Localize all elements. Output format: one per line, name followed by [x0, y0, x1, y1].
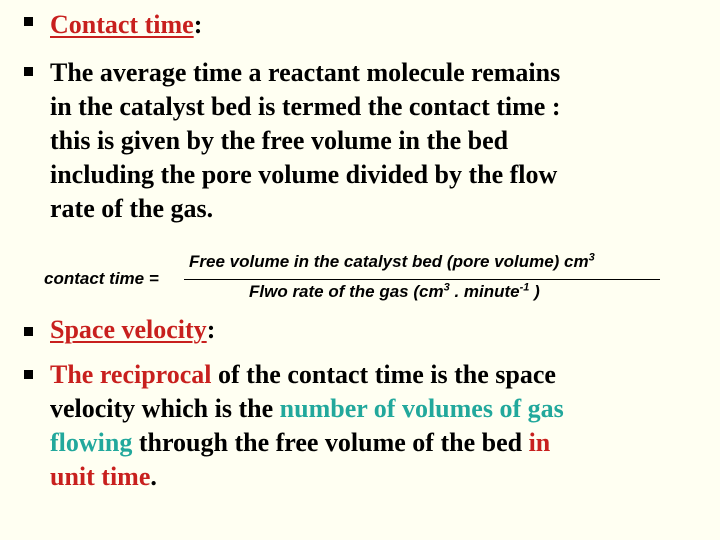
formula-numerator: Free volume in the catalyst bed (pore volume) $cm^3$	[189, 251, 595, 271]
bullet-marker	[24, 327, 33, 336]
fraction-bar	[184, 279, 660, 280]
bullet-marker	[24, 67, 33, 76]
heading-space-velocity: Space velocity:	[50, 315, 216, 344]
formula-lhs: contact time =	[44, 269, 159, 288]
space-velocity-definition: The reciprocal of the contact time is the space velocity which is the number of volumes of gas flowing through the free volume of the bed in unit time.	[50, 360, 564, 491]
bullet-marker	[24, 370, 33, 379]
contact-time-definition: The average time a reactant molecule remains in the catalyst bed is termed the contact time : this is given by the free volume in the bed including the pore volume divided by the flow rate of the gas.	[50, 58, 561, 223]
bullet-marker	[24, 17, 33, 26]
heading-contact-time: Contact time:	[50, 10, 203, 39]
space-velocity-label: Space velocity	[50, 315, 207, 344]
contact-time-formula	[44, 252, 684, 308]
contact-time-label: Contact time	[50, 10, 194, 39]
formula-denominator: Flwo rate of the gas ($cm^3$ . minute$^{-1}$ )	[249, 281, 540, 301]
